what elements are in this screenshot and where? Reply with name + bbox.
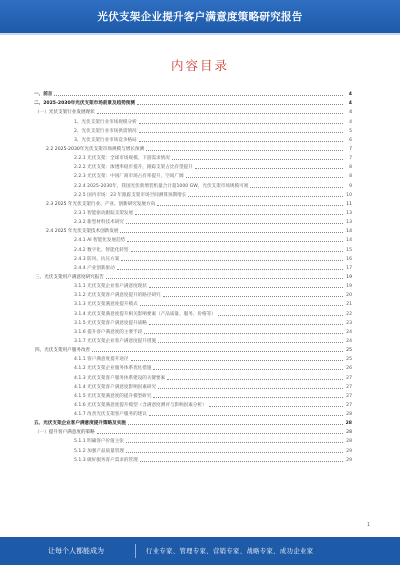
toc-entry-title: 3.1.1 光伏支架企业客户满意度现状 (74, 284, 147, 290)
toc-entry-title: 五、光伏支架企业客户满意度提升策略及实施 (34, 421, 126, 427)
toc-entry[interactable] (34, 179, 352, 188)
toc-leader-dots (250, 187, 343, 188)
toc-entry-title: 2.2.1 光伏支架：全球市场规模、下游需求情况 (74, 156, 170, 162)
toc-entry-title: 3、光伏支架行业市场竞争格局 (74, 137, 137, 143)
toc-entry-page: 27 (346, 402, 352, 408)
toc-entry-page: 21 (346, 302, 352, 308)
toc-entry[interactable] (34, 298, 352, 307)
toc-entry-title: 4.1.3 光伏支架客户服务体系建设的关键要素 (74, 375, 166, 381)
toc-leader-dots (127, 241, 343, 242)
toc-entry-page: 27 (346, 393, 352, 399)
toc-leader-dots (106, 278, 343, 279)
toc-leader-dots (146, 150, 343, 151)
toc-entry-title: 3.1.3 光伏支架满意度提升模式 (74, 302, 138, 308)
toc-entry-title: 2.3.2 新型材料技术研究 (74, 220, 124, 226)
toc-entry-title: 2.4.1 AI 智能化发展趋势 (74, 238, 126, 244)
toc-entry[interactable] (34, 390, 352, 399)
toc-entry[interactable] (34, 88, 352, 97)
toc-entry[interactable] (34, 170, 352, 179)
toc-leader-dots (163, 296, 343, 297)
toc-leader-dots (131, 251, 344, 252)
header-divider (0, 33, 400, 35)
toc-entry-title: 2.2.4 2025-2030年，我国光伏新增装机量合计超1000 GW，光伏支架市场规模可观 (74, 183, 249, 189)
toc-leader-dots (218, 315, 343, 316)
toc-entry-page: 23 (346, 320, 352, 326)
toc-entry[interactable] (34, 198, 352, 207)
toc-entry[interactable] (34, 444, 352, 453)
footer-services: 行业专家、管理专家、营销专家、战略专家、成功企业家 (146, 548, 314, 555)
toc-entry-page: 19 (346, 284, 352, 290)
toc-entry-page: 27 (346, 375, 352, 381)
toc-entry[interactable] (34, 408, 352, 417)
toc-entry-title: 2.4 2025 年光伏支架技术创新发展 (46, 229, 119, 235)
toc-leader-dots (126, 223, 343, 224)
toc-entry[interactable] (34, 289, 352, 298)
toc-leader-dots (135, 214, 343, 215)
toc-entry-title: 5.1.1 明确客户价值主张 (74, 439, 124, 445)
toc-entry-page: 11 (346, 201, 352, 207)
toc-leader-dots (149, 415, 343, 416)
toc-entry[interactable] (34, 344, 352, 353)
footer-bar (0, 537, 400, 565)
toc-entry-title: 四、光伏支架用户服务改善 (35, 348, 91, 354)
toc-entry-page: 19 (346, 274, 352, 280)
toc-entry-title: 4.1.6 光伏支架满意度提升模型（含满意度测评与影响因素分析） (74, 402, 207, 408)
toc-entry-page: 4 (348, 101, 352, 107)
toc-entry[interactable] (34, 225, 352, 234)
toc-entry-page: 7 (349, 156, 352, 162)
toc-entry[interactable] (34, 417, 352, 426)
toc-entry-page: 8 (349, 165, 352, 171)
toc-entry-page: 28 (346, 412, 352, 418)
toc-entry[interactable] (34, 207, 352, 216)
toc-entry-page: 27 (346, 384, 352, 390)
toc-leader-dots (153, 397, 343, 398)
toc-leader-dots (128, 424, 343, 425)
toc-entry-title: 二、2025-2030年光伏支架市场前景及趋势预测 (34, 101, 135, 107)
toc-entry[interactable] (34, 189, 352, 198)
toc-entry-page: 25 (346, 348, 352, 354)
toc-leader-dots (186, 177, 343, 178)
toc-entry[interactable] (34, 435, 352, 444)
toc-leader-dots (167, 379, 343, 380)
toc-leader-dots (158, 388, 343, 389)
toc-entry-page: 24 (346, 338, 352, 344)
toc-entry-title: 4.1.1 客户满意度提升途径 (74, 357, 129, 363)
toc-entry-page: 17 (346, 265, 352, 271)
toc-entry-page: 29 (346, 448, 352, 454)
toc-leader-dots (121, 260, 343, 261)
toc-entry-page: 13 (346, 210, 352, 216)
toc-entry-page: 16 (346, 256, 352, 262)
toc-entry-page: 9 (349, 183, 352, 189)
toc-entry[interactable] (34, 399, 352, 408)
toc-entry[interactable] (34, 371, 352, 380)
report-title: 光伏支架企业提升客户满意度策略研究报告 (97, 11, 303, 23)
toc-entry[interactable] (34, 335, 352, 344)
toc-leader-dots (139, 132, 343, 133)
toc-entry-title: 4.1.4 光伏支架客户满意度影响因素研究 (74, 384, 157, 390)
toc-entry[interactable] (34, 326, 352, 335)
toc-entry[interactable] (34, 362, 352, 371)
toc-entry-page: 4 (349, 110, 352, 116)
toc-entry-title: 2.2 2025-2030年光伏支架市场规模与增长预测 (46, 146, 145, 152)
toc-entry[interactable] (34, 152, 352, 161)
toc-entry-title: 一、前言 (34, 92, 53, 98)
toc-leader-dots (126, 452, 343, 453)
toc-entry-title: 2、光伏支架行业市场供需情况 (74, 128, 137, 134)
toc-entry[interactable] (34, 97, 352, 106)
toc-leader-dots (157, 205, 343, 206)
toc-leader-dots (153, 369, 343, 370)
toc-entry[interactable] (34, 106, 352, 115)
toc-entry-title: 2.4.2 数字化、智能化转型 (74, 247, 129, 253)
toc-entry[interactable] (34, 243, 352, 252)
toc-entry-title: 2.4.3 防风、抗压方案 (74, 256, 120, 262)
footer-divider (135, 544, 136, 558)
toc-leader-dots (139, 141, 343, 142)
toc-entry[interactable] (34, 454, 352, 463)
toc-entry[interactable] (34, 253, 352, 262)
toc-leader-dots (140, 461, 343, 462)
toc-entry[interactable] (34, 271, 352, 280)
toc-leader-dots (195, 168, 343, 169)
toc-leader-dots (149, 324, 343, 325)
toc-leader-dots (120, 232, 343, 233)
toc-entry[interactable] (34, 307, 352, 316)
toc-leader-dots (117, 269, 343, 270)
toc-entry[interactable] (34, 426, 352, 435)
toc-entry[interactable] (34, 216, 352, 225)
toc-leader-dots (149, 287, 343, 288)
toc-leader-dots (126, 442, 343, 443)
toc-entry-title: 2.4.4 产业创新驱动 (74, 265, 115, 271)
page-number: 1 (367, 522, 371, 528)
toc-entry-title: 3.1.5 光伏支架客户满意度提升战略 (74, 320, 147, 326)
toc-leader-dots (209, 406, 343, 407)
toc-entry-title: （一）提升客户满意度的策略 (35, 430, 95, 436)
toc-entry-page: 10 (346, 192, 352, 198)
toc-entry[interactable] (34, 234, 352, 243)
toc-entry-page: 5 (349, 128, 352, 134)
toc-entry-page: 14 (346, 229, 352, 235)
toc-entry-page: 15 (346, 247, 352, 253)
toc-entry-title: 2.2.3 光伏支架：中国厂商市场占有率提升，空间广阔 (74, 174, 184, 180)
toc-entry-title: 5.1.3 做好服务客户需求的管理 (74, 457, 138, 463)
toc-entry-title: 4.1.7 改善光伏支架客户服务的建议 (74, 412, 147, 418)
toc-entry[interactable] (34, 143, 352, 152)
toc-heading: 内容目录 (170, 58, 229, 73)
toc-leader-dots (140, 305, 343, 306)
toc-entry-page: 29 (346, 457, 352, 463)
toc-entry-title: 3.1.6 提升客户满意度的主要手段 (74, 329, 143, 335)
toc-entry[interactable] (34, 134, 352, 143)
toc-leader-dots (92, 351, 343, 352)
toc-entry-page: 26 (346, 366, 352, 372)
toc-leader-dots (139, 123, 343, 124)
toc-entry-page: 4 (348, 92, 352, 98)
table-of-contents (34, 88, 352, 463)
toc-entry-title: 2.2.5 国内市场：23 年跟踪支架市场空间测算预期增长 (74, 192, 187, 198)
toc-entry-page: 7 (349, 146, 352, 152)
report-header-bar (0, 0, 400, 33)
toc-entry-page: 14 (346, 238, 352, 244)
toc-entry-title: 三、光伏支架用户满意度研究报告 (35, 274, 104, 280)
toc-entry-page: 20 (346, 293, 352, 299)
toc-entry-title: 2.3.1 智能驱动跟踪支架发展 (74, 210, 134, 216)
toc-entry-title: 1、光伏支架行业市场规模分析 (74, 119, 137, 125)
toc-leader-dots (97, 433, 343, 434)
toc-leader-dots (188, 196, 343, 197)
toc-entry-page: 4 (349, 119, 352, 125)
toc-entry-page: 6 (349, 137, 352, 143)
toc-entry-title: 2.2.2 光伏支架：渗透率稳步提升，跟踪支架占比有望提升 (74, 165, 193, 171)
toc-entry-title: 3.1.4 光伏支架满意度提升相关影响要素（产品质量、服务、价格等） (74, 311, 216, 317)
toc-leader-dots (97, 113, 343, 114)
toc-entry-page: 24 (346, 329, 352, 335)
toc-entry[interactable] (34, 317, 352, 326)
toc-entry-title: 4.1.2 光伏支架企业服务体系优化措施 (74, 366, 152, 372)
toc-leader-dots (172, 159, 343, 160)
toc-entry-title: 3.1.7 光伏支架企业客户满意度提升措施 (74, 338, 157, 344)
toc-entry-title: 3.1.2 光伏支架客户满意度提升的路径研究 (74, 293, 161, 299)
toc-entry-title: （一）光伏支架行业发展现状 (35, 110, 95, 116)
toc-entry[interactable] (34, 262, 352, 271)
toc-entry-page: 28 (346, 430, 352, 436)
toc-entry-page: 25 (346, 357, 352, 363)
toc-entry-title: 5.1.2 加强产品质量管理 (74, 448, 124, 454)
toc-entry-title: 2.3 2025 年光伏支架行业、产业、创新研究发展方向 (46, 201, 156, 207)
toc-leader-dots (137, 104, 343, 105)
toc-entry-title: 4.1.5 光伏支架满意度的提升模型研究 (74, 393, 152, 399)
toc-leader-dots (144, 333, 343, 334)
toc-entry[interactable] (34, 115, 352, 124)
toc-leader-dots (54, 95, 343, 96)
toc-entry-page: 28 (345, 421, 352, 427)
toc-leader-dots (131, 360, 344, 361)
toc-entry[interactable] (34, 353, 352, 362)
toc-leader-dots (158, 342, 343, 343)
toc-entry-page: 13 (346, 220, 352, 226)
toc-entry[interactable] (34, 280, 352, 289)
toc-entry[interactable] (34, 125, 352, 134)
toc-entry-page: 22 (346, 311, 352, 317)
toc-entry[interactable] (34, 161, 352, 170)
toc-entry-page: 28 (346, 439, 352, 445)
footer-slogan: 让每个人都能成为 (48, 547, 104, 555)
toc-entry-page: 8 (349, 174, 352, 180)
toc-entry[interactable] (34, 381, 352, 390)
